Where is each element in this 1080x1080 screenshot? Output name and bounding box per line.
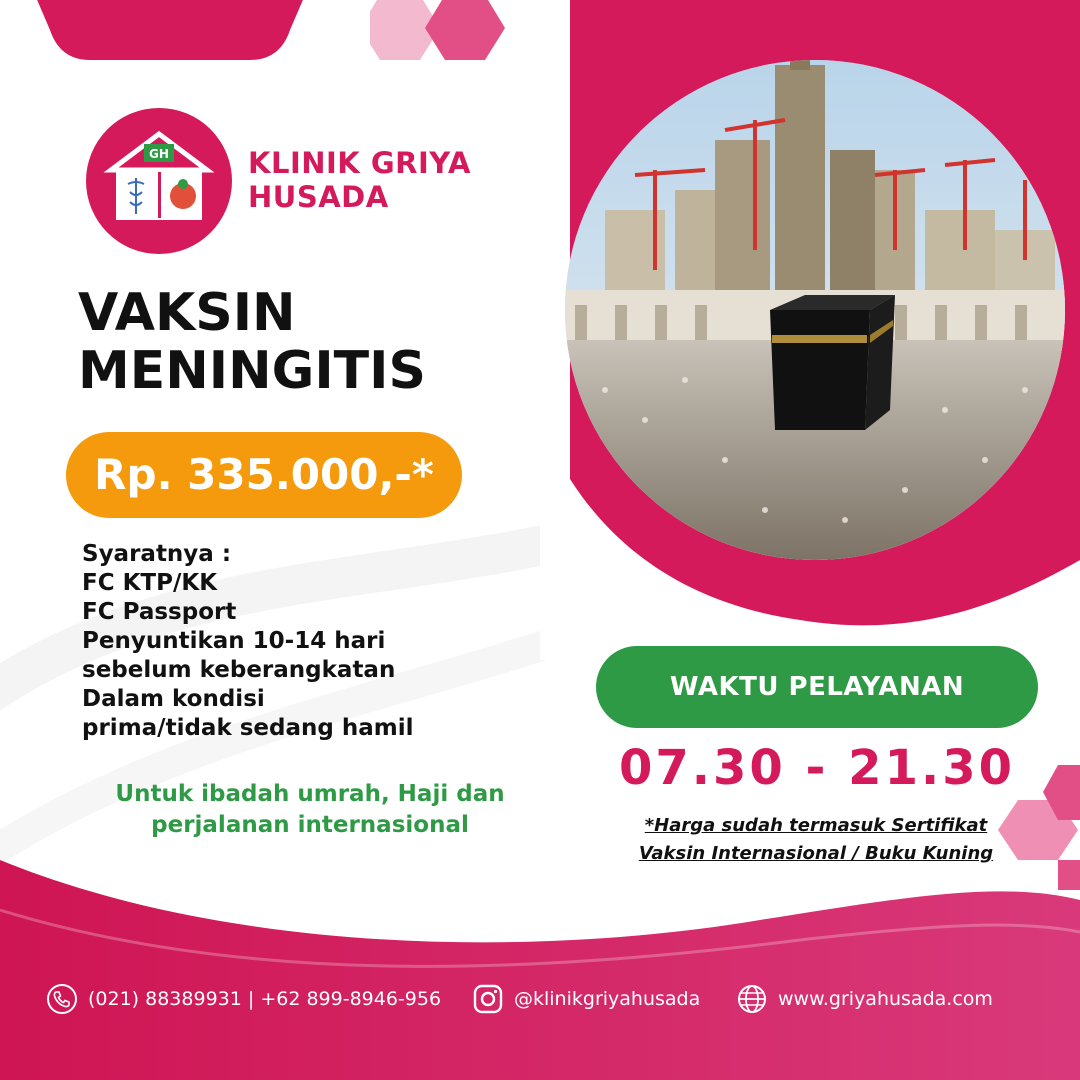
headline bbox=[78, 284, 518, 400]
kaaba-scene-illustration bbox=[565, 60, 1065, 560]
purpose-line2: perjalanan internasional bbox=[151, 812, 469, 838]
service-hours-label: WAKTU PELAYANAN bbox=[669, 672, 965, 702]
requirements-list bbox=[82, 540, 502, 743]
requirement-item: Penyuntikan 10-14 hari bbox=[82, 628, 386, 654]
requirement-item: prima/tidak sedang hamil bbox=[82, 715, 414, 741]
clinic-name-line1: KLINIK GRIYA bbox=[248, 146, 471, 180]
service-hours-value: 07.30 - 21.30 bbox=[619, 740, 1015, 796]
kaaba-photo bbox=[565, 60, 1065, 560]
requirements-title: Syaratnya : bbox=[82, 541, 232, 567]
phone-numbers: (021) 88389931 | +62 899-8946-956 bbox=[88, 988, 442, 1010]
purpose-line1: Untuk ibadah umrah, Haji dan bbox=[115, 781, 505, 807]
globe-icon bbox=[736, 983, 768, 1015]
price-note-line2: Vaksin Internasional / Buku Kuning bbox=[638, 843, 994, 864]
logo-initials: GH bbox=[149, 147, 169, 161]
requirement-item: sebelum keberangkatan bbox=[82, 657, 396, 683]
headline-line2: MENINGITIS bbox=[78, 341, 426, 401]
requirement-item: FC KTP/KK bbox=[82, 570, 218, 596]
hexagon-decor-top bbox=[370, 0, 510, 60]
footer-band bbox=[0, 840, 1080, 1080]
house-logo-icon bbox=[86, 108, 232, 254]
purpose-text bbox=[90, 779, 530, 841]
requirement-item: Dalam kondisi bbox=[82, 686, 265, 712]
price-text: Rp. 335.000,-* bbox=[94, 450, 434, 499]
clinic-name bbox=[248, 146, 528, 214]
clinic-name-line2: HUSADA bbox=[248, 180, 389, 214]
instagram-icon bbox=[472, 983, 504, 1015]
clinic-logo bbox=[86, 108, 232, 254]
price-note-line1: *Harga sudah termasuk Sertifikat bbox=[644, 815, 988, 836]
instagram-handle[interactable]: @klinikgriyahusada bbox=[514, 988, 701, 1010]
requirement-item: FC Passport bbox=[82, 599, 237, 625]
headline-line1: VAKSIN bbox=[78, 283, 296, 343]
website-link[interactable]: www.griyahusada.com bbox=[778, 988, 993, 1010]
top-decor-tab bbox=[20, 0, 320, 60]
phone-icon bbox=[46, 983, 78, 1015]
